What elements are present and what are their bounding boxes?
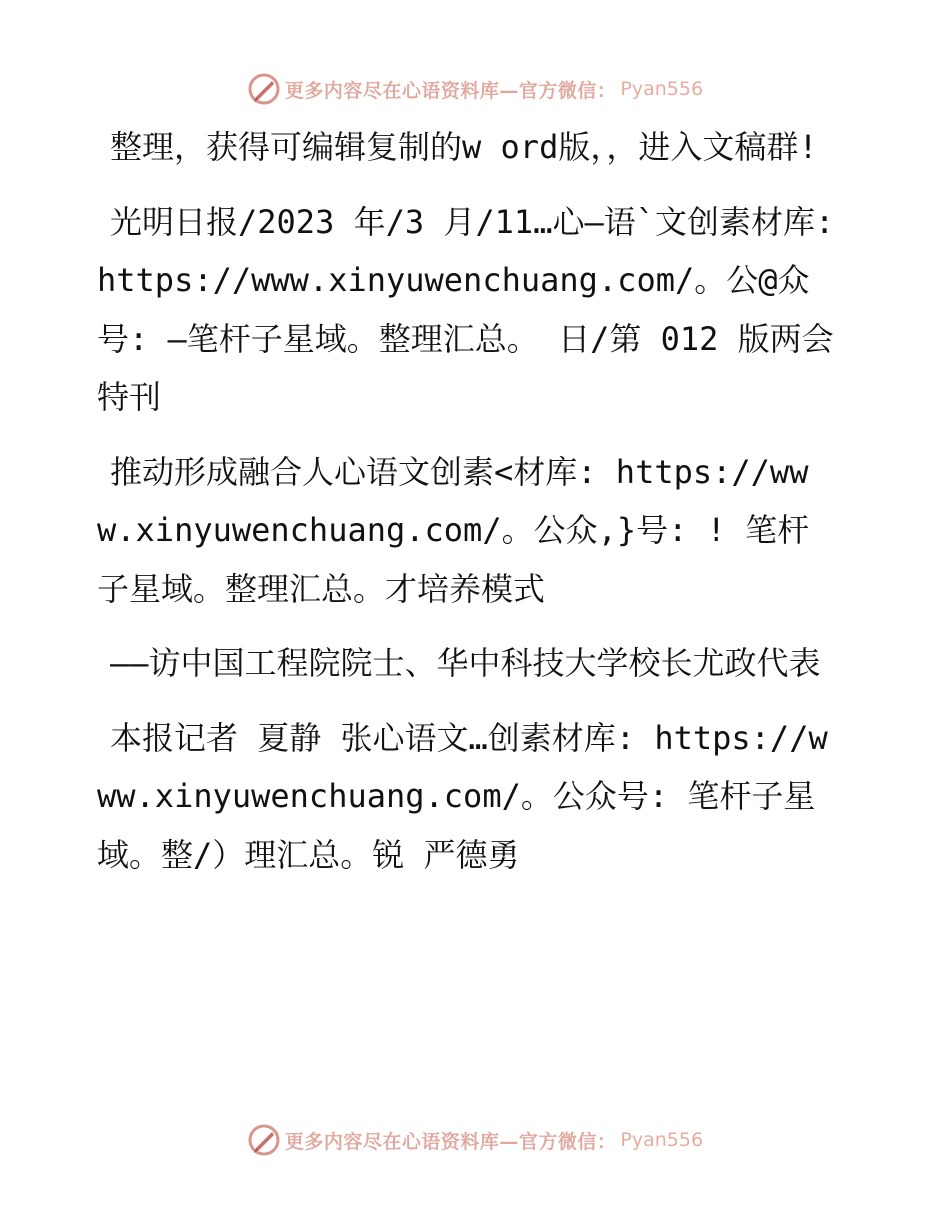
- quill-pen-logo-icon: [247, 72, 281, 106]
- watermark-text: 更多内容尽在心语资料库—官方微信：: [284, 1130, 617, 1153]
- document-body: [97, 118, 837, 900]
- paragraph-source: 光明日报/2023 年/3 月/11…心—语`文创素材库: https://www.xinyuwenchuang.com/。公@众号: —笔杆子星域。整理汇总。 日/第 012 版两会特刊: [97, 202, 835, 416]
- watermark-contact: Pyan556: [620, 78, 704, 100]
- watermark-contact: Pyan556: [620, 1129, 704, 1151]
- footer-watermark: [0, 1122, 950, 1158]
- header-watermark: [0, 71, 950, 107]
- quill-pen-logo-icon: [247, 1123, 281, 1157]
- article-title: 推动形成融合人心语文创素<材库: https://www.xinyuwenchuang.com/。公众,}号: ! 笔杆子星域。整理汇总。才培养模式: [97, 452, 810, 608]
- watermark-text: 更多内容尽在心语资料库—官方微信：: [284, 79, 617, 102]
- paragraph-intro: 整理，获得可编辑复制的w ord版，，进入文稿群!: [110, 128, 818, 166]
- article-byline: 本报记者 夏静 张心语文…创素材库: https://www.xinyuwenchuang.com/。公众号: 笔杆子星域。整/）理汇总。锐 严德勇: [97, 718, 828, 874]
- article-subtitle: ——访中国工程院院士、华中科技大学校长尤政代表: [110, 644, 821, 682]
